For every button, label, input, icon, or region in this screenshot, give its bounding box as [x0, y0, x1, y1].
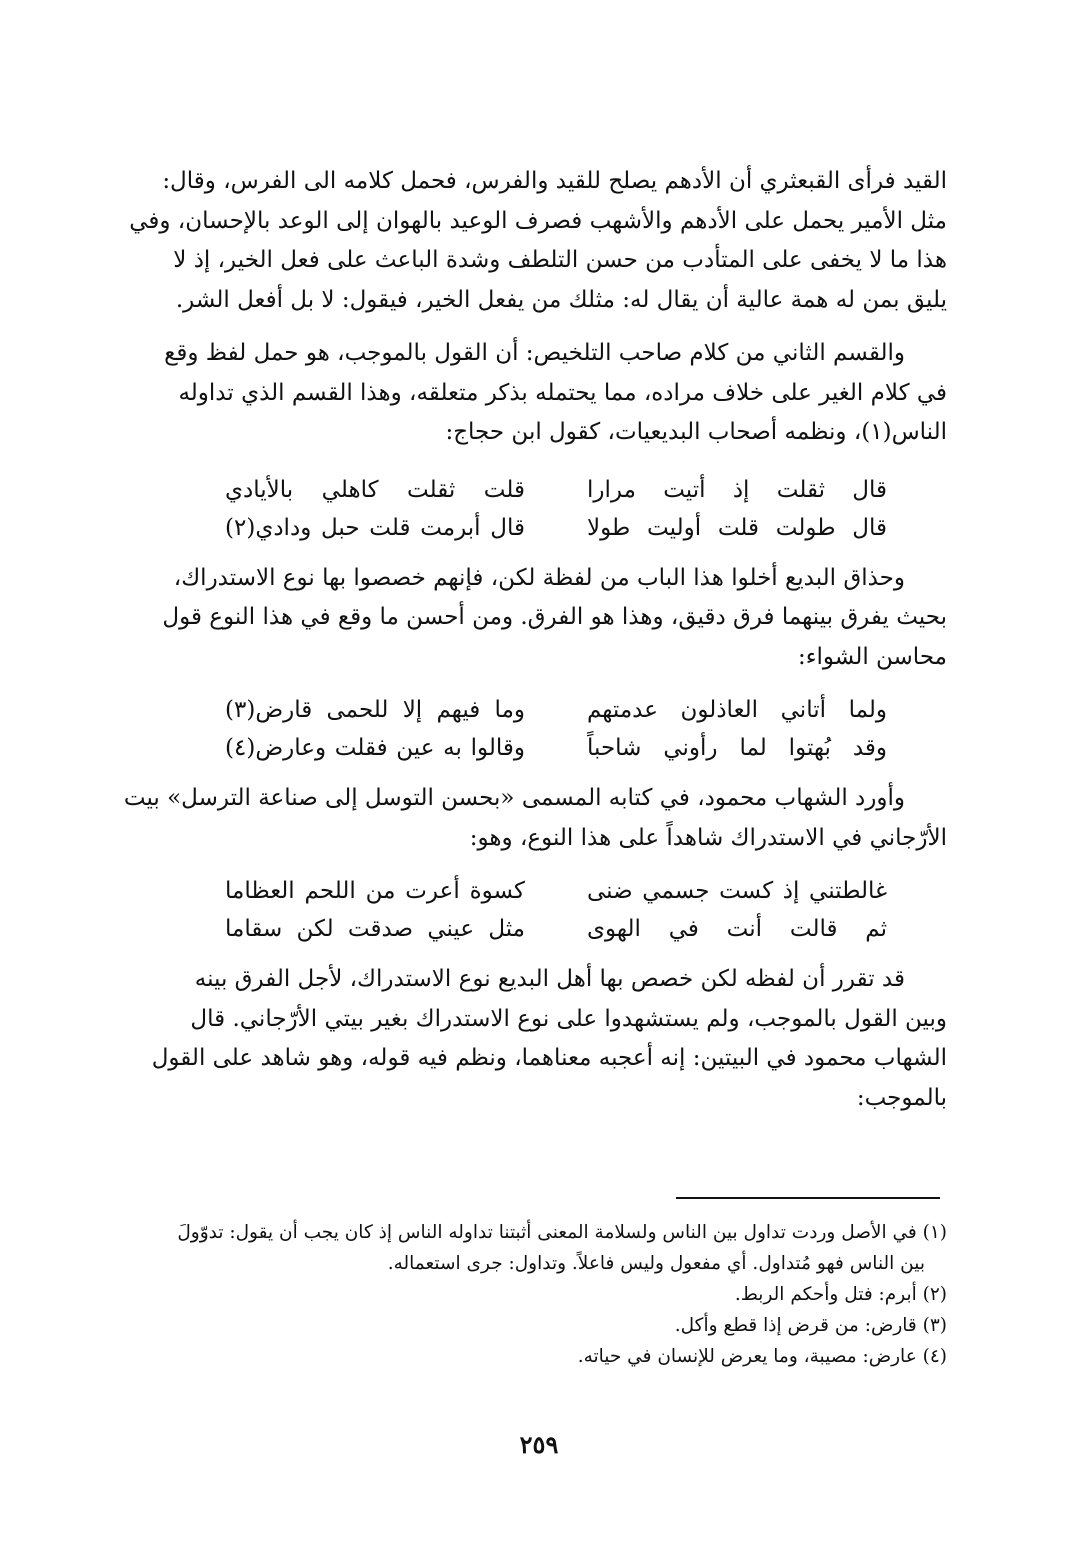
verse-block-1 [115, 471, 947, 547]
paragraph-5 [115, 960, 947, 1118]
verse-second-hemistich: وما فيهم إلا للحمى قارض(٣) [225, 697, 525, 723]
text-line: قد تقرر أن لفظه لكن خصص بها أهل البديع نوع الاستدراك، لأجل الفرق بينه [194, 966, 905, 992]
verse-line [115, 872, 947, 910]
text-line: بحيث يفرق بينهما فرق دقيق، وهذا هو الفرق. ومن أحسن ما وقع في هذا النوع قول [162, 604, 947, 630]
paragraph-1 [115, 162, 947, 320]
verse-first-hemistich: ولما أتاني العاذلون عدمتهم [587, 697, 887, 723]
verse-block-3 [115, 872, 947, 948]
verse-first-hemistich: وقد بُهتوا لما رأوني شاحباً [587, 735, 887, 761]
verse-line [115, 910, 947, 948]
verse-second-hemistich: وقالوا به عين فقلت وعارض(٤) [225, 735, 525, 761]
verse-line [115, 471, 947, 509]
text-line: والقسم الثاني من كلام صاحب التلخيص: أن القول بالموجب، هو حمل لفظ وقع [164, 340, 905, 366]
verse-first-hemistich: غالطتني إذ كست جسمي ضنى [587, 878, 887, 904]
text-line: وبين القول بالموجب، ولم يستشهدوا على نوع الاستدراك بغير بيتي الأرّجاني. قال [190, 1005, 947, 1032]
paragraph-2 [115, 334, 947, 453]
footnote-1: (١) في الأصل وردت تداول بين الناس ولسلامة المعنى أثبتنا تداوله الناس إذ كان يجب أن يقول: تدوّولَ [177, 1222, 947, 1243]
footnote-divider [676, 1197, 940, 1199]
verse-second-hemistich: قلت ثقلت كاهلي بالأيادي [225, 476, 525, 503]
text-line: الناس(١)، ونظمه أصحاب البديعيات، كقول ابن حجاج: [445, 419, 947, 445]
text-line: القيد فرأى القبعثري أن الأدهم يصلح للقيد والفرس، فحمل كلامه الى الفرس، وقال: [162, 168, 947, 194]
footnote-1-continuation: بين الناس فهو مُتداول. أي مفعول وليس فاعلاً. وتداول: جرى استعماله. [387, 1253, 925, 1274]
verse-first-hemistich: ثم قالت أنت في الهوى [587, 916, 887, 942]
footnote-3: (٣) قارض: من قرض إذا قطع وأكل. [674, 1315, 947, 1336]
verse-line [115, 509, 947, 547]
footnote-4: (٤) عارض: مصيبة، وما يعرض للإنسان في حياته. [577, 1346, 947, 1367]
text-line: وأورد الشهاب محمود، في كتابه المسمى «بحسن التوسل إلى صناعة الترسل» بيت [123, 785, 905, 811]
verse-second-hemistich: قال أبرمت قلت حبل ودادي(٢) [225, 514, 525, 541]
paragraph-4 [115, 779, 947, 858]
footnotes [115, 1217, 947, 1372]
text-line: محاسن الشواء: [797, 643, 947, 670]
verse-block-2 [115, 691, 947, 767]
text-line: هذا ما لا يخفى على المتأدب من حسن التلطف وشدة الباعث على فعل الخير، إذ لا [173, 247, 947, 273]
verse-line [115, 729, 947, 767]
page-body [115, 162, 947, 1118]
text-line: في كلام الغير على خلاف مراده، مما يحتمله بذكر متعلقه، وهذا القسم الذي تداوله [178, 379, 947, 406]
verse-first-hemistich: قال طولت قلت أوليت طولا [587, 514, 887, 541]
verse-second-hemistich: كسوة أعرت من اللحم العظاما [225, 878, 525, 904]
paragraph-3 [115, 559, 947, 678]
text-line: وحذاق البديع أخلوا هذا الباب من لفظة لكن، فإنهم خصصوا بها نوع الاستدراك، [173, 564, 905, 591]
text-line: بالموجب: [856, 1084, 947, 1111]
footnote-2: (٢) أبرم: فتل وأحكم الربط. [734, 1284, 947, 1305]
text-line: مثل الأمير يحمل على الأدهم والأشهب فصرف الوعيد بالهوان إلى الوعد بالإحسان، وفي [129, 207, 947, 234]
verse-line [115, 691, 947, 729]
page-number: ٢٥٩ [519, 1430, 559, 1459]
text-line: يليق بمن له همة عالية أن يقال له: مثلك من يفعل الخير، فيقول: لا بل أفعل الشر. [175, 286, 947, 313]
verse-second-hemistich: مثل عيني صدقت لكن سقاما [225, 916, 525, 942]
text-line: الأرّجاني في الاستدراك شاهداً على هذا النوع، وهو: [469, 824, 947, 851]
text-line: الشهاب محمود في البيتين: إنه أعجبه معناهما، ونظم فيه قوله، وهو شاهد على القول [151, 1045, 947, 1071]
verse-first-hemistich: قال ثقلت إذ أتيت مرارا [587, 476, 887, 503]
